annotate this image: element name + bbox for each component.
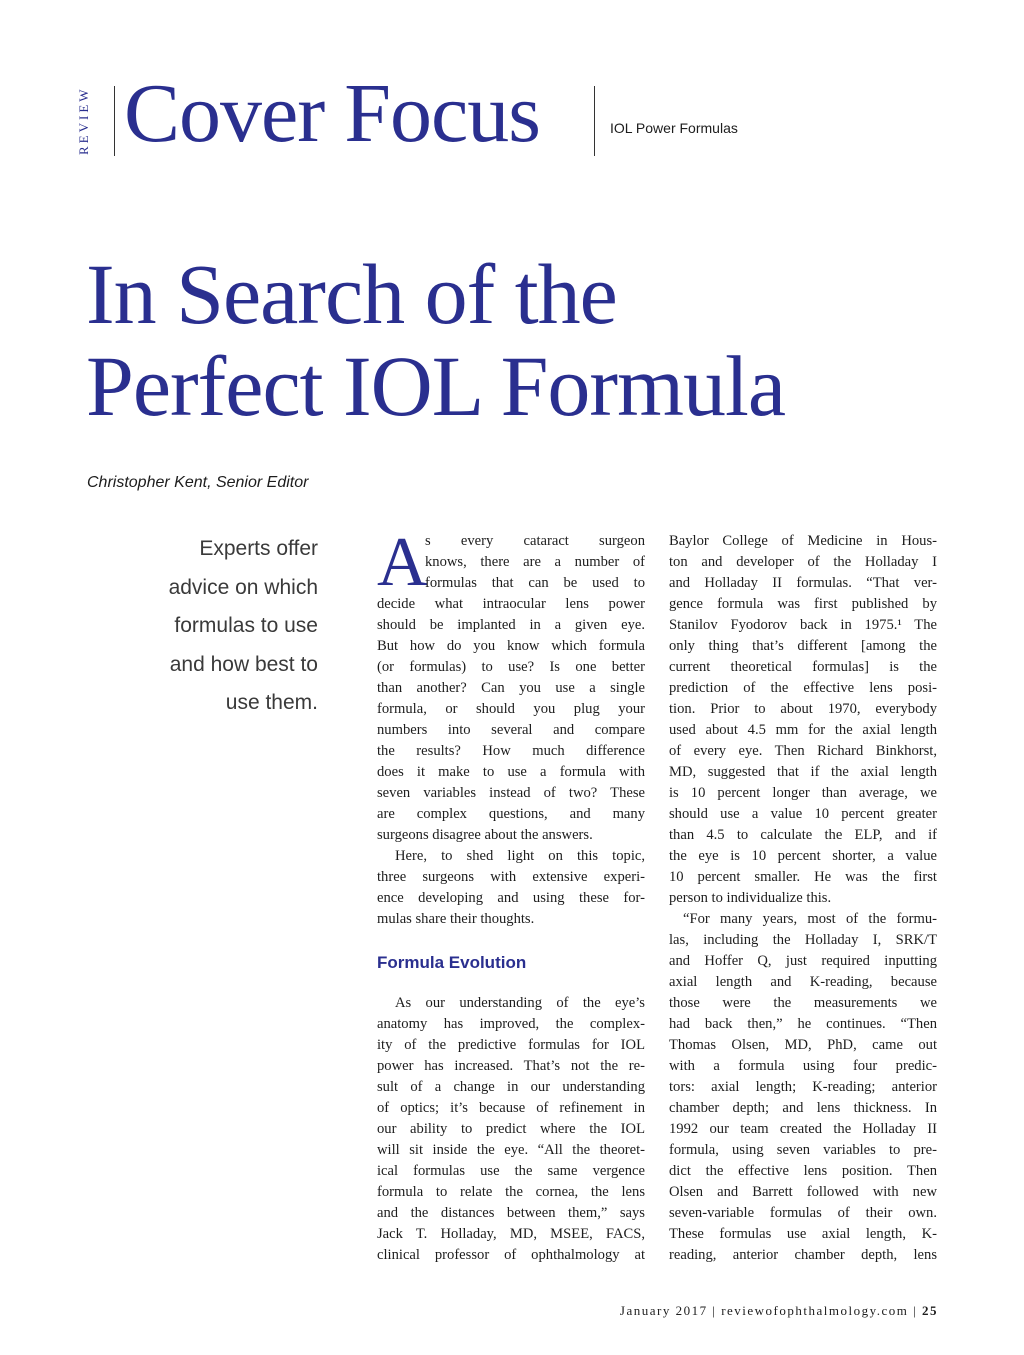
body-line: Jack T. Holladay, MD, MSEE, FACS,: [377, 1226, 645, 1242]
body-line: three surgeons with extensive experi-: [377, 869, 645, 885]
body-line: s every cataract surgeon: [425, 533, 645, 549]
body-line: “For many years, most of the formu-: [683, 911, 937, 927]
body-line: and Holladay II formulas. “That ver-: [669, 575, 937, 591]
body-line: than 4.5 to calculate the ELP, and if: [669, 827, 937, 843]
body-line: sult of a change in our understanding: [377, 1079, 645, 1095]
body-line: with a formula using four predic-: [669, 1058, 937, 1074]
body-line: our ability to predict where the IOL: [377, 1121, 645, 1137]
body-line: 10 percent smaller. He was the first: [669, 869, 937, 885]
body-line: Here, to shed light on this topic,: [395, 848, 645, 864]
footer-separator: |: [712, 1303, 717, 1318]
body-line: gence formula was first published by: [669, 596, 937, 612]
body-line: power has increased. That’s not the re-: [377, 1058, 645, 1074]
body-line: the results? How much difference: [377, 743, 645, 759]
body-line: numbers into several and compare: [377, 722, 645, 738]
footer-date: January 2017: [619, 1303, 708, 1318]
header-divider-left: [114, 86, 115, 156]
body-line: ity of the predictive formulas for IOL: [377, 1037, 645, 1053]
body-line: had back then,” he continues. “Then: [669, 1016, 937, 1032]
body-line: (or formulas) to use? Is one better: [377, 659, 645, 675]
subhead-formula-evolution: Formula Evolution: [377, 953, 527, 972]
body-line: Baylor College of Medicine in Hous-: [669, 533, 937, 549]
body-line: chamber depth; and lens thickness. In: [669, 1100, 937, 1116]
review-label: REVIEW: [76, 86, 91, 156]
body-line: seven-variable formulas of their own.: [669, 1205, 937, 1221]
body-line: should be implanted in a given eye.: [377, 617, 645, 633]
body-line: decide what intraocular lens power: [377, 596, 645, 612]
body-line: the eye is 10 percent shorter, a value: [669, 848, 937, 864]
body-line: are complex questions, and many: [377, 806, 645, 822]
body-line: will sit inside the eye. “All the theoret-: [377, 1142, 645, 1158]
body-line: surgeons disagree about the answers.: [377, 827, 593, 843]
body-line: only thing that’s different [among the: [669, 638, 937, 654]
body-line: and the distances between them,” says: [377, 1205, 645, 1221]
body-line: tors: axial length; K-reading; anterior: [669, 1079, 937, 1095]
deck-line: use them.: [225, 691, 318, 714]
body-line: Stanilov Fyodorov back in 1975.¹ The: [669, 617, 937, 633]
body-line: and Hoffer Q, just required inputting: [669, 953, 937, 969]
headline-line: Perfect IOL Formula: [86, 338, 786, 434]
body-line: formula, using seven variables to pre-: [669, 1142, 937, 1158]
body-column-1: [377, 531, 645, 1266]
page-footer: [620, 1303, 938, 1319]
body-line: las, including the Holladay I, SRK/T: [669, 932, 937, 948]
body-line: is 10 percent longer than average, we: [669, 785, 937, 801]
body-line: formula to relate the cornea, the lens: [377, 1184, 645, 1200]
body-line: As our understanding of the eye’s: [395, 995, 645, 1011]
body-line: prediction of the effective lens posi-: [669, 680, 937, 696]
body-line: dict the effective lens position. Then: [669, 1163, 937, 1179]
body-line: These formulas use axial length, K-: [669, 1226, 937, 1242]
page-number: 25: [922, 1303, 938, 1318]
body-line: formulas that can be used to: [425, 575, 645, 591]
body-line: should use a value 10 percent greater: [669, 806, 937, 822]
body-line: 1992 our team created the Holladay II: [669, 1121, 937, 1137]
body-line: ence developing and using these for-: [377, 890, 645, 906]
deck-line: and how best to: [169, 652, 318, 676]
body-line: person to individualize this.: [669, 890, 832, 906]
body-line: those were the measurements we: [669, 995, 937, 1011]
article-deck: [120, 530, 318, 723]
deck-line: advice on which: [168, 575, 318, 599]
section-subtitle: IOL Power Formulas: [610, 120, 738, 136]
body-line: Thomas Olsen, MD, PhD, came out: [669, 1037, 937, 1053]
deck-line: formulas to use: [174, 614, 318, 637]
section-title: Cover Focus: [124, 67, 540, 160]
body-line: of optics; it’s because of refinement in: [377, 1100, 645, 1116]
body-line: used about 4.5 mm for the axial length: [669, 722, 937, 738]
body-line: of every eye. Then Richard Binkhorst,: [669, 743, 937, 759]
body-line: formula, or should you plug your: [377, 701, 645, 717]
body-line: reading, anterior chamber depth, lens: [669, 1247, 937, 1263]
footer-site: reviewofophthalmology.com: [721, 1303, 909, 1318]
header-divider-right: [594, 86, 595, 156]
body-line: does it make to use a formula with: [377, 764, 645, 780]
body-line: mulas share their thoughts.: [377, 911, 535, 927]
drop-cap: A: [377, 524, 428, 601]
body-line: clinical professor of ophthalmology at: [377, 1247, 645, 1263]
body-line: current theoretical formulas] is the: [669, 659, 937, 675]
body-column-2: [669, 531, 937, 1266]
article-headline: [86, 248, 966, 432]
body-line: ical formulas use the same vergence: [377, 1163, 645, 1179]
body-line: tion. Prior to about 1970, everybody: [669, 701, 937, 717]
body-line: anatomy has improved, the complex-: [377, 1016, 645, 1032]
body-line: But how do you know which formula: [377, 638, 645, 654]
footer-separator: |: [913, 1303, 918, 1318]
body-line: knows, there are a number of: [425, 554, 645, 570]
body-line: Olsen and Barrett followed with new: [669, 1184, 937, 1200]
body-line: axial length and K-reading, because: [669, 974, 937, 990]
byline: Christopher Kent, Senior Editor: [87, 474, 309, 491]
deck-line: Experts offer: [199, 537, 318, 560]
headline-line: In Search of the: [86, 246, 617, 342]
body-line: ton and developer of the Holladay I: [669, 554, 937, 570]
body-line: than another? Can you use a single: [377, 680, 645, 696]
body-line: seven variables instead of two? These: [377, 785, 645, 801]
body-line: MD, suggested that if the axial length: [669, 764, 937, 780]
